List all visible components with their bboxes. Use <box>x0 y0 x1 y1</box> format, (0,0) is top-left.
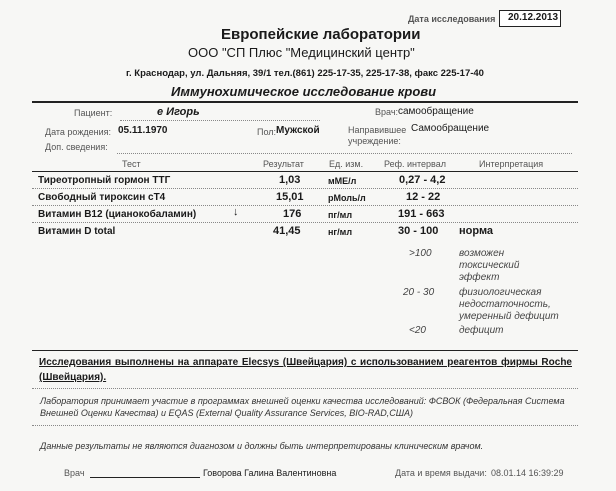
sex-label: Пол: <box>257 127 277 137</box>
extra-info-label: Доп. сведения: <box>45 142 108 152</box>
doctor-value-top: самообращение <box>398 106 474 117</box>
quality-divider <box>32 425 578 426</box>
company-name: ООО "СП Плюс "Медицинский центр" <box>188 45 415 60</box>
extra-range-interp: возможен токсический эффект <box>459 248 520 283</box>
row-unit: пг/мл <box>328 210 353 220</box>
row-unit: нг/мл <box>328 227 353 237</box>
row-ref: 191 - 663 <box>398 208 445 220</box>
patient-name: е Игорь <box>157 106 200 118</box>
quality-note: Лаборатория принимает участие в программах внешней оценки качества исследований: ФСВОК (Федеральная Система Внешней Оценки Качества) и EQAS (External Quality Assurance Services, BIO-RAD,США) <box>40 396 565 418</box>
extra-range-interp: дефицит <box>459 325 504 336</box>
date-label: Дата исследования <box>408 14 496 24</box>
row-ref: 12 - 22 <box>406 191 441 203</box>
date-box <box>499 10 561 27</box>
footer-divider <box>32 350 578 351</box>
equipment-note: Исследования выполнены на аппарате Elecsys (Швейцария) с использованием реагентов фирмы Roche (Швейцария). <box>39 357 572 383</box>
title-divider <box>32 101 578 103</box>
date-value: 20.12.2013 <box>508 12 559 23</box>
referrer-value: Самообращение <box>411 123 490 134</box>
row-result: 1,03 <box>279 174 301 186</box>
col-header-test: Тест <box>122 159 141 169</box>
row-unit: мМЕ/л <box>328 176 357 186</box>
row-result: 176 <box>283 208 302 220</box>
signature-line <box>90 477 200 478</box>
header-divider <box>32 171 578 172</box>
low-flag-icon: ↓ <box>233 206 239 218</box>
doctor-label-top: Врач: <box>375 107 399 117</box>
referrer-label <box>348 125 406 147</box>
row-ref: 30 - 100 <box>398 225 439 237</box>
sex-value: Мужской <box>276 125 320 136</box>
row-test-name: Тиреотропный гормон ТТГ <box>38 175 171 186</box>
extra-range-ref: <20 <box>409 325 426 336</box>
row-unit: рМоль/л <box>328 193 366 203</box>
row-interp: норма <box>459 225 494 237</box>
lab-address: г. Краснодар, ул. Дальняя, 39/1 тел.(861) 225-17-35, 225-17-38, факс 225-17-40 <box>126 68 484 79</box>
disclaimer-note: Данные результаты не являются диагнозом и должны быть интерпретированы клиническим врачом. <box>40 441 484 451</box>
row-result: 41,45 <box>273 225 301 237</box>
extra-range-ref: 20 - 30 <box>403 287 435 298</box>
extra-range-interp: физиологическая недостаточность, умеренный дефицит <box>459 287 559 322</box>
row-divider <box>32 205 578 206</box>
row-divider <box>32 222 578 223</box>
referrer-label-line2: учреждение: <box>348 136 401 146</box>
row-test-name: Свободный тироксин сТ4 <box>38 192 166 203</box>
dob-value: 05.11.1970 <box>118 125 168 136</box>
patient-underline <box>120 120 320 121</box>
row-divider <box>32 188 578 189</box>
signature-doctor-name: Говорова Галина Валентиновна <box>203 468 337 478</box>
lab-name: Европейские лаборатории <box>221 26 421 43</box>
col-header-result: Результат <box>263 159 304 169</box>
patient-label: Пациент: <box>74 108 113 118</box>
row-ref: 0,27 - 4,2 <box>399 174 446 186</box>
col-header-ref: Реф. интервал <box>384 159 446 169</box>
row-test-name: Витамин D total <box>38 226 116 237</box>
equipment-divider <box>32 388 578 389</box>
signature-doctor-label: Врач <box>64 468 85 478</box>
col-header-unit: Ед. изм. <box>329 159 364 169</box>
dob-label: Дата рождения: <box>45 127 111 137</box>
print-time-label: Дата и время выдачи: <box>395 468 487 478</box>
col-header-interp: Интерпретация <box>479 159 544 169</box>
row-result: 15,01 <box>276 191 304 203</box>
print-time-value: 08.01.14 16:39:29 <box>491 468 564 478</box>
page-title: Иммунохимическое исследование крови <box>171 84 437 99</box>
extra-range-ref: >100 <box>409 248 432 259</box>
extra-info-underline <box>117 153 572 154</box>
referrer-label-line1: Направившее <box>348 125 407 135</box>
row-test-name: Витамин B12 (цианокобаламин) <box>38 209 197 220</box>
